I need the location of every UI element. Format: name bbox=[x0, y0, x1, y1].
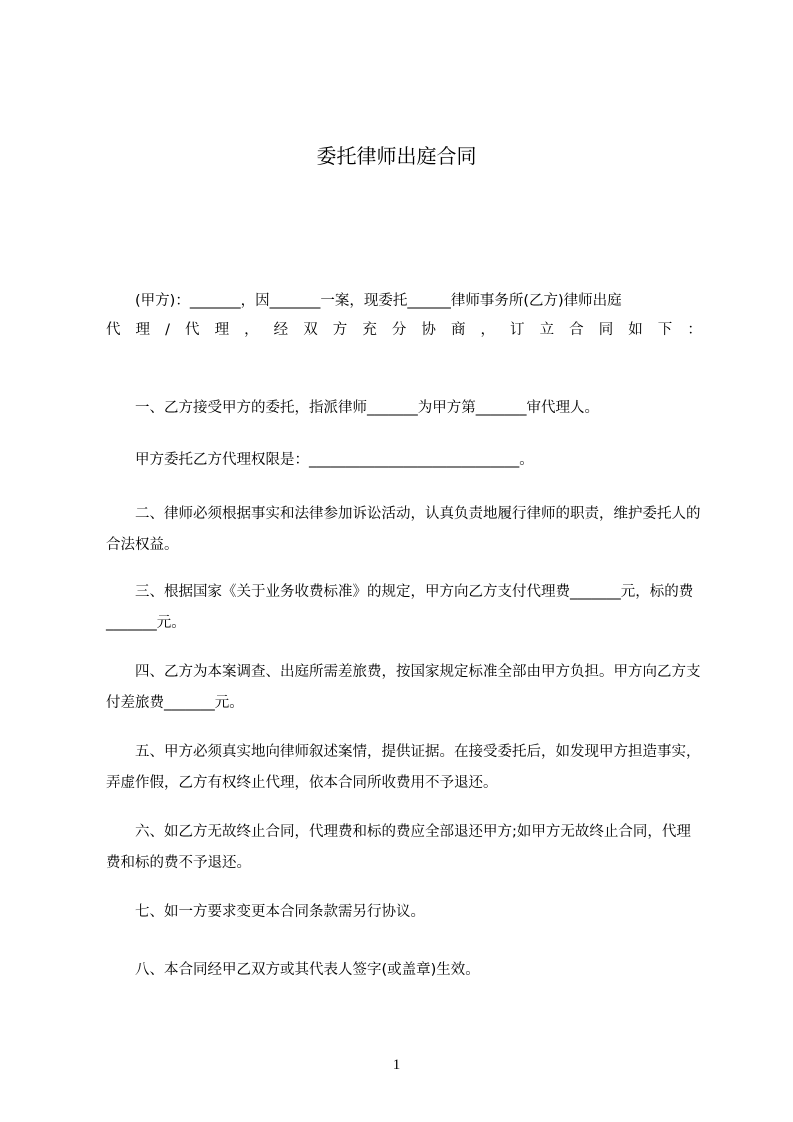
page-number: 1 bbox=[392, 1057, 401, 1073]
intro-line-2 bbox=[106, 316, 702, 344]
intro-char: 分 bbox=[391, 322, 407, 338]
intro-char: ， bbox=[480, 322, 495, 338]
intro-char: 代 bbox=[185, 322, 200, 338]
clause-5: 五、甲方必须真实地向律师叙述案情，提供证据。在接受委托后，如发现甲方担造事实，弄虚作假，乙方有权终止代理，依本合同所收费用不予退还。 bbox=[106, 744, 701, 791]
intro-char: 下 bbox=[657, 322, 673, 338]
intro-char: 订 bbox=[510, 322, 525, 338]
document-title: 委托律师出庭合同 bbox=[316, 144, 477, 168]
intro-char: 方 bbox=[332, 322, 348, 338]
intro-char: 立 bbox=[539, 322, 555, 338]
intro-char: / bbox=[165, 322, 170, 338]
authority-clause: 甲方委托乙方代理权限是：_____________________________。 bbox=[135, 452, 534, 468]
intro-char: 协 bbox=[421, 322, 436, 338]
intro-char: 商 bbox=[450, 322, 466, 338]
clause-2: 二、律师必须根据事实和法律参加诉讼活动，认真负责地履行律师的职责，维护委托人的合法权益。 bbox=[106, 506, 701, 553]
intro-line-1: (甲方)：_______，因_______一案，现委托______律师事务所(乙方)律师出庭 bbox=[135, 293, 622, 309]
intro-char: 代 bbox=[106, 322, 121, 338]
clause-4: 四、乙方为本案调查、出庭所需差旅费，按国家规定标准全部由甲方负担。甲方向乙方支付差旅费_______元。 bbox=[106, 664, 701, 711]
intro-char: ： bbox=[687, 322, 702, 338]
intro-char: 同 bbox=[598, 322, 614, 338]
intro-char: 理 bbox=[214, 322, 230, 338]
clause-3: 三、根据国家《关于业务收费标准》的规定，甲方向乙方支付代理费_______元，标的费_______元。 bbox=[106, 584, 694, 631]
intro-char: 合 bbox=[569, 322, 584, 338]
clause-1: 一、乙方接受甲方的委托，指派律师_______为甲方第_______审代理人。 bbox=[135, 400, 599, 416]
intro-char: 如 bbox=[628, 322, 643, 338]
intro-char: ， bbox=[244, 322, 259, 338]
clause-6: 六、如乙方无故终止合同，代理费和标的费应全部退还甲方;如甲方无故终止合同，代理费和标的费不予退还。 bbox=[106, 824, 691, 871]
intro-char: 理 bbox=[135, 322, 151, 338]
clause-8: 八、本合同经甲乙双方或其代表人签字(或盖章)生效。 bbox=[135, 962, 480, 978]
intro-char: 充 bbox=[362, 322, 377, 338]
intro-char: 双 bbox=[303, 322, 318, 338]
clause-7: 七、如一方要求变更本合同条款需另行协议。 bbox=[135, 904, 425, 920]
intro-char: 经 bbox=[273, 322, 289, 338]
